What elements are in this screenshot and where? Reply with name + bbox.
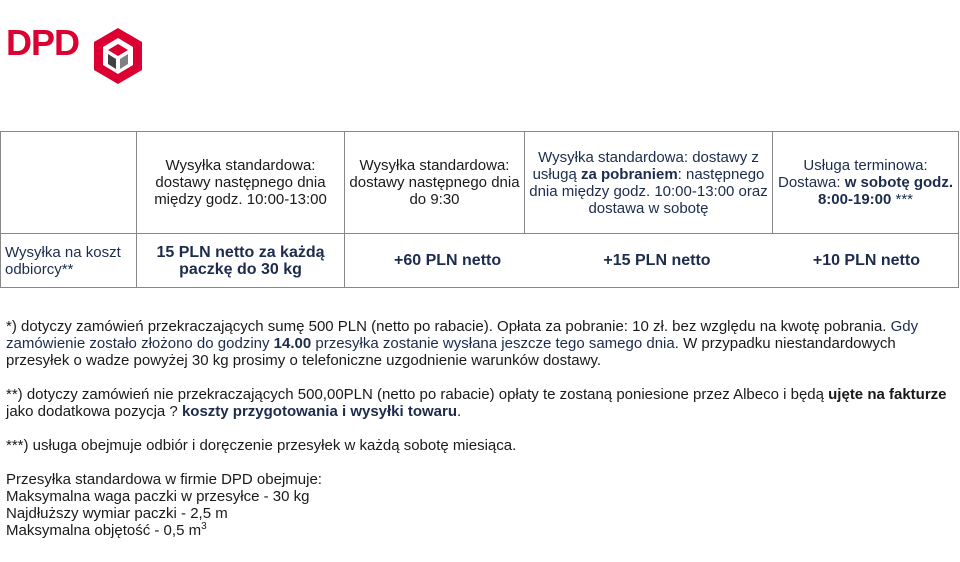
header-empty-cell (1, 132, 137, 234)
header-cash-on-delivery: Wysyłka standardowa: dostawy z usługą za pobraniem: następnego dnia między godz. 10:00-13:00 oraz dostawa w sobotę (525, 132, 773, 234)
shipping-rates-table (0, 131, 959, 288)
info-max-dimension: Najdłuższy wymiar paczki - 2,5 m (6, 505, 228, 522)
surcharge-saturday: +10 PLN netto (812, 252, 920, 269)
surcharge-cash-on-delivery: +15 PLN netto (603, 252, 711, 269)
header-saturday-delivery: Usługa terminowa: Dostawa: w sobotę godz. 8:00-19:00 *** (773, 132, 959, 234)
note-1: *) dotyczy zamówień przekraczających sumę 500 PLN (netto po rabacie). Opłata za pobranie: 10 zł. bez względu na kwotę pobrania. Gdy zamówienie zostało złożono do godziny 14.00 przesyłka zostanie wysłana jeszcze tego samego dnia. W przypadku niestandardowych przesyłek o wadze powyżej 30 kg prosimy o telefoniczne uzgodnienie warunków dostawy. (6, 318, 919, 369)
notes-section (6, 318, 954, 539)
surcharges-cell (345, 234, 959, 288)
info-max-volume: Maksymalna objętość - 0,5 $m^3$ (6, 521, 207, 539)
header-standard-10-13: Wysyłka standardowa: dostawy następnego dnia między godz. 10:00-13:00 (137, 132, 345, 234)
note-3: ***) usługa obejmuje odbiór i doręczenie przesyłek w każdą sobotę miesiąca. (6, 437, 517, 454)
info-title: Przesyłka standardowa w firmie DPD obejmuje: (6, 471, 322, 488)
table-header-row (1, 132, 959, 234)
surcharge-next-day-930: +60 PLN netto (394, 252, 502, 269)
note-2: **) dotyczy zamówień nie przekraczających 500,00PLN (netto po rabacie) opłaty te zostaną poniesione przez Albeco i będą ujęte na fakturze jako dodatkowa pozycja ? koszty przygotowania i wysyłki towaru. (6, 386, 947, 420)
info-max-weight: Maksymalna waga paczki w przesyłce - 30 kg (6, 488, 310, 505)
table-row (1, 234, 959, 288)
header-standard-9-30: Wysyłka standardowa: dostawy następnego dnia do 9:30 (345, 132, 525, 234)
row-label: Wysyłka na koszt odbiorcy** (1, 234, 137, 288)
base-price: 15 PLN netto za każdą paczkę do 30 kg (137, 234, 345, 288)
dpd-logo-text: DPD (6, 22, 80, 63)
